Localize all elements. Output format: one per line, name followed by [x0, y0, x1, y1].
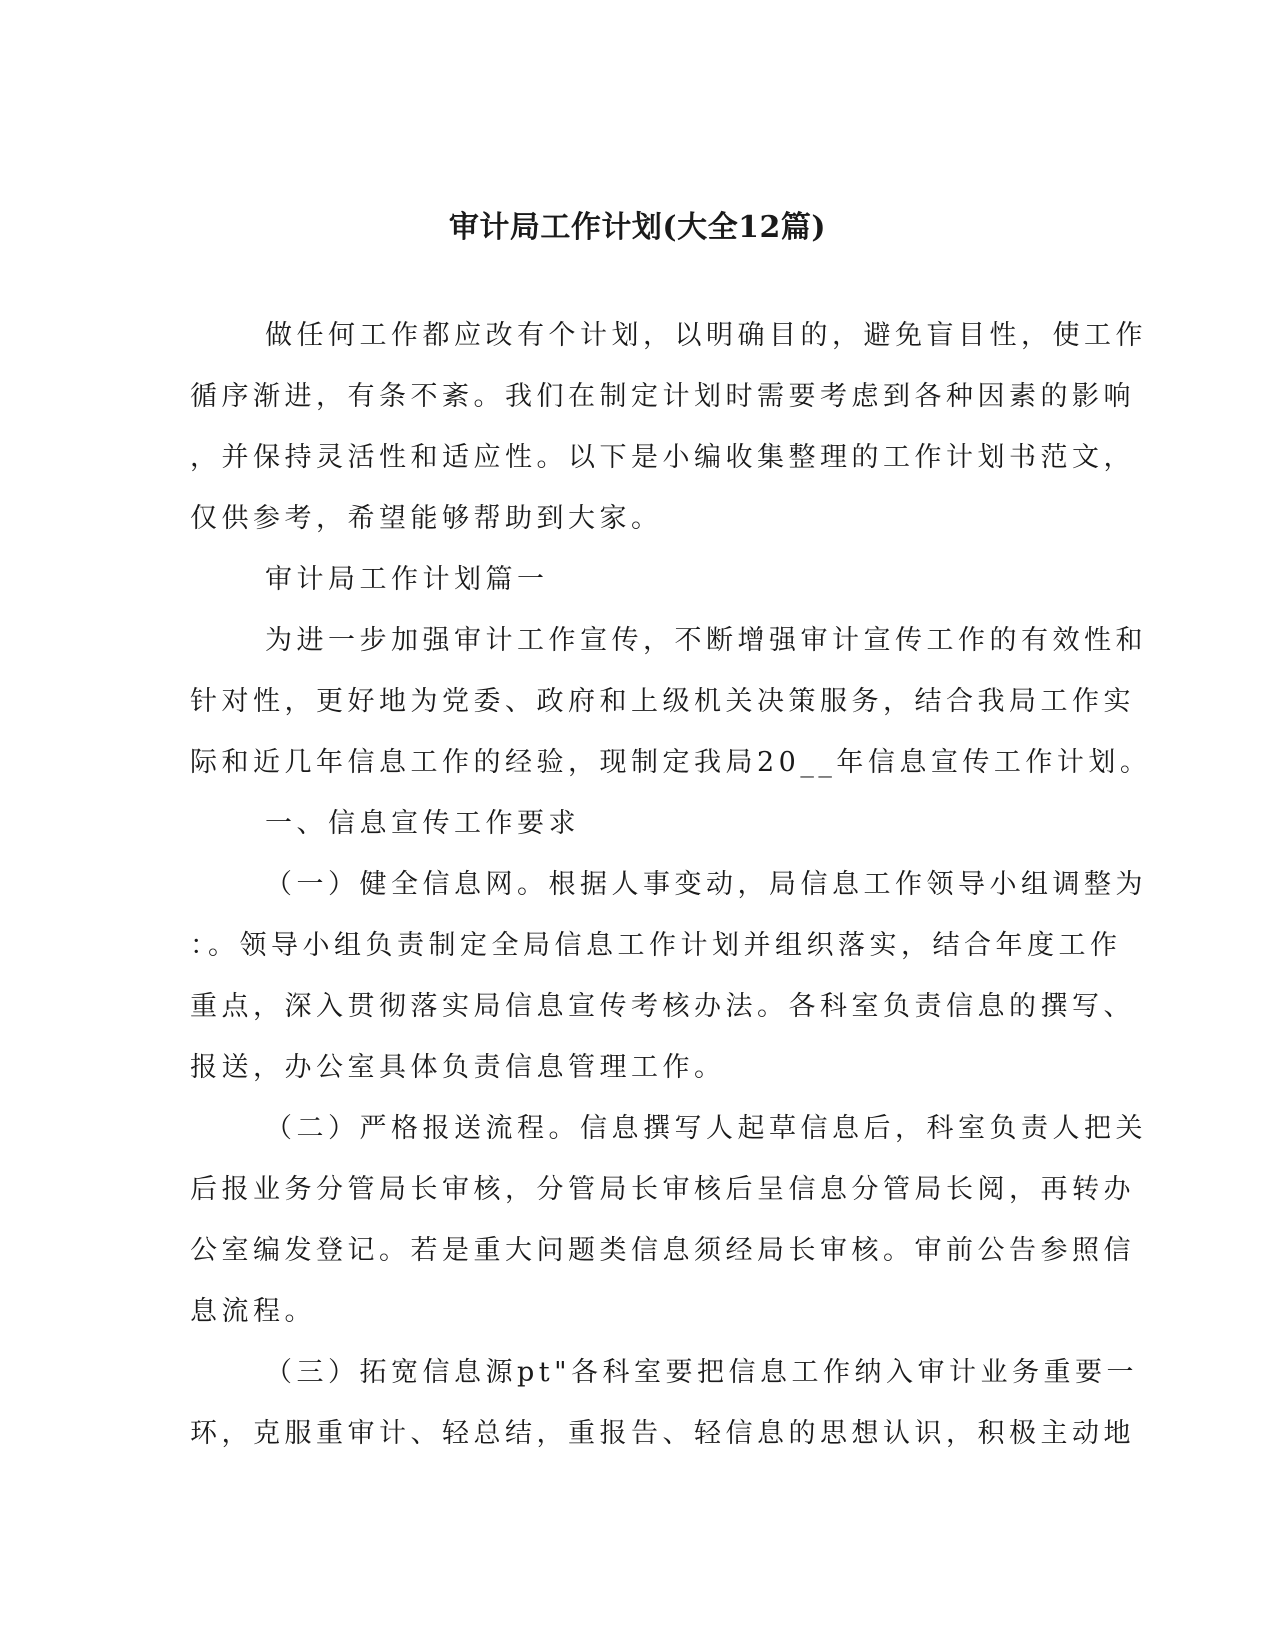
document-body: [190, 305, 1152, 1464]
body-line: 做任何工作都应改有个计划，以明确目的，避免盲目性，使工作: [265, 320, 1147, 351]
body-line: 后报业务分管局长审核，分管局长审核后呈信息分管局长阅，再转办: [190, 1174, 1135, 1205]
body-line: 为进一步加强审计工作宣传，不断增强审计宣传工作的有效性和: [265, 625, 1147, 656]
body-line: 循序渐进，有条不紊。我们在制定计划时需要考虑到各种因素的影响: [190, 381, 1135, 412]
body-line: 重点，深入贯彻落实局信息宣传考核办法。各科室负责信息的撰写、: [190, 991, 1135, 1022]
body-line: （一）健全信息网。根据人事变动，局信息工作领导小组调整为: [265, 869, 1147, 900]
body-line: （二）严格报送流程。信息撰写人起草信息后，科室负责人把关: [265, 1113, 1147, 1144]
body-line: 报送，办公室具体负责信息管理工作。: [190, 1052, 726, 1083]
section-heading: 审计局工作计划篇一: [265, 564, 549, 595]
body-line: 际和近几年信息工作的经验，现制定我局20__年信息宣传工作计划。: [190, 747, 1152, 778]
body-line: ：。领导小组负责制定全局信息工作计划并组织落实，结合年度工作: [190, 930, 1122, 961]
body-line: 环，克服重审计、轻总结，重报告、轻信息的思想认识，积极主动地: [190, 1418, 1135, 1449]
body-line: ，并保持灵活性和适应性。以下是小编收集整理的工作计划书范文，: [190, 442, 1135, 473]
body-line: 公室编发登记。若是重大问题类信息须经局长审核。审前公告参照信: [190, 1235, 1135, 1266]
body-line: 仅供参考，希望能够帮助到大家。: [190, 503, 663, 534]
document-title: 审计局工作计划(大全12篇): [448, 210, 827, 245]
section-heading: 一、信息宣传工作要求: [265, 808, 580, 839]
body-line: （三）拓宽信息源pt"各科室要把信息工作纳入审计业务重要一: [265, 1357, 1139, 1388]
body-line: 息流程。: [190, 1296, 316, 1327]
body-line: 针对性，更好地为党委、政府和上级机关决策服务，结合我局工作实: [190, 686, 1135, 717]
